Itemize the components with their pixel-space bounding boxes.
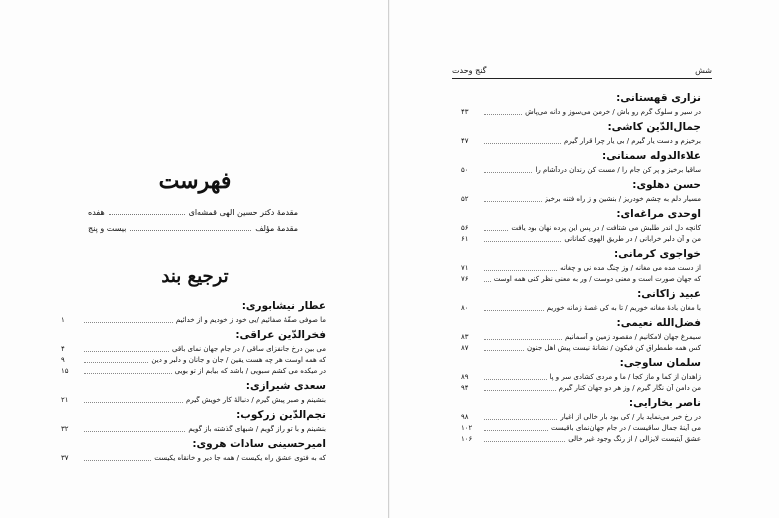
- section-title: ترجیع بند: [161, 266, 229, 287]
- toc-entry: [461, 233, 701, 244]
- leader-dots: [484, 270, 557, 271]
- leader-dots: [84, 373, 172, 374]
- entry-first-line: که به فتوی عشق راه یکیست / همه جا دیر و خانقاه یکیست: [154, 454, 326, 462]
- entry-first-line: من و آن دلبر خرابانی / در طریق الهوی کمانانی: [564, 235, 701, 243]
- toc-entry: [61, 394, 326, 405]
- entry-first-line: عشق آیتیست لایزالی / از رنگ وجود غیر خالی: [568, 435, 701, 443]
- entry-page-number: ۷۱: [461, 264, 469, 272]
- intro-entry-text: مقدمهٔ دکتر حسین الهی قمشه‌ای: [188, 208, 298, 217]
- entry-first-line: که همه اوست هر چه هست یقین / جان و جانان و دلبر و دین: [151, 356, 326, 364]
- poet-name: نجم‌الدّین زرکوب:: [236, 409, 326, 421]
- entry-first-line: زاهدان از کما و ماز کجا / ما و مردی کشادی سر و پا: [549, 373, 701, 381]
- toc-entry: [461, 222, 701, 233]
- entry-first-line: من دامن آن نگار گیرم / وز هر دو جهان کنار گیرم: [558, 384, 701, 392]
- leader-dots: [84, 362, 148, 363]
- poet-name: علاءالدوله سمنانی:: [602, 150, 701, 162]
- entry-page-number: ۵۶: [461, 224, 469, 232]
- entry-first-line: در میکده می کشم سبویی / باشد که بیابم از تو بویی: [174, 367, 326, 375]
- right-page: [390, 0, 779, 518]
- entry-first-line: با مغان بادهٔ مغانه خوریم / تا به کی غصهٔ زمانه خوریم: [546, 304, 701, 312]
- entry-page-number: ۹: [61, 356, 65, 364]
- toc-entry: [461, 382, 701, 393]
- contents-title: فهرست: [158, 168, 232, 194]
- leader-dots: [484, 172, 532, 173]
- toc-entry: [61, 365, 326, 376]
- entry-page-number: ۳۲: [61, 425, 69, 433]
- toc-entry: [461, 342, 701, 353]
- leader-dots: [484, 143, 561, 144]
- intro-entry-text: مقدمهٔ مؤلف: [255, 224, 298, 233]
- toc-entry: [461, 302, 701, 313]
- entry-first-line: در سیر و سلوک گرم رو باش / خرمن می‌سوز و دانه می‌پاش: [525, 108, 701, 116]
- leader-dots: [484, 430, 548, 431]
- entry-page-number: ۲۱: [61, 396, 69, 404]
- poet-name: سعدی شیرازی:: [245, 380, 326, 392]
- toc-entry: [461, 331, 701, 342]
- leader-dots: [484, 379, 547, 380]
- left-page: [0, 0, 389, 518]
- toc-entry: [61, 343, 326, 354]
- leader-dots: [84, 402, 183, 403]
- toc-entry: [461, 262, 701, 273]
- entry-page-number: ۹۴: [461, 384, 469, 392]
- leader-dots: [484, 230, 508, 231]
- poet-list: [461, 88, 701, 444]
- toc-entry: [461, 106, 701, 117]
- leader-dots: [484, 350, 524, 351]
- entry-first-line: بنشینم و صبر پیش گیرم / دنبالهٔ کار خویش گیرم: [186, 396, 326, 404]
- entry-page-number: ۵۲: [461, 195, 469, 203]
- toc-entry: [61, 354, 326, 365]
- toc-entry: [461, 193, 701, 204]
- leader-dots: [484, 419, 557, 420]
- poet-name: حسن دهلوی:: [632, 179, 701, 191]
- entry-first-line: که جهان صورت است و معنی دوست / ور به معنی نظر کنی همه اوست: [493, 275, 701, 283]
- entry-first-line: برخیزم و دست یار گیرم / بی یار چرا قرار گیرم: [564, 137, 701, 145]
- entry-first-line: بنشینم و با تو راز گویم / شبهای گذشته باز گویم: [188, 425, 326, 433]
- entry-page-number: ۸۰: [461, 304, 469, 312]
- running-header: [452, 66, 712, 79]
- leader-dots: [484, 390, 556, 391]
- toc-entry: [461, 433, 701, 444]
- toc-entry: [61, 423, 326, 434]
- leader-dots: [484, 441, 565, 442]
- entry-page-number: ۸۷: [461, 344, 469, 352]
- entry-page-number: ۴: [61, 345, 65, 353]
- entry-page-number: ۷۶: [461, 275, 469, 283]
- leader-dots: [84, 460, 151, 461]
- poet-name: خواجوی کرمانی:: [613, 248, 701, 260]
- toc-entry: [461, 164, 701, 175]
- poet-name: نزاری قهستانی:: [616, 92, 701, 104]
- intro-entry: [88, 208, 298, 217]
- entry-first-line: می آینهٔ جمال ساقیست / در جام جهان‌نمای باقیست: [550, 424, 701, 432]
- toc-entry: [461, 273, 701, 284]
- poet-name: سلمان ساوجی:: [619, 357, 701, 369]
- entry-first-line: کانچه دل اندر طلبش می شتافت / در پس این پرده نهان بود یافت: [511, 224, 701, 232]
- leader-dots: [484, 114, 522, 115]
- leader-dots: [84, 351, 169, 352]
- poet-name: جمال‌الدّین کاشی:: [607, 121, 701, 133]
- leader-dots: [130, 230, 251, 231]
- entry-page-number: ۶۱: [461, 235, 469, 243]
- entry-first-line: ساقیا برخیز و پر کن جام را / مست کن رندان دردآشام را: [535, 166, 701, 174]
- leader-dots: [84, 431, 185, 432]
- leader-dots: [484, 241, 561, 242]
- poet-list: [61, 296, 326, 463]
- toc-entry: [61, 452, 326, 463]
- poet-name: امیرحسینی سادات هروی:: [192, 438, 326, 450]
- entry-page-number: ۱۰۶: [461, 435, 473, 443]
- leader-dots: [484, 310, 544, 311]
- toc-entry: [461, 371, 701, 382]
- poet-name: عبید زاکانی:: [637, 288, 701, 300]
- entry-page-number: ۵۰: [461, 166, 469, 174]
- entry-page-number: ۸۳: [461, 333, 469, 341]
- poet-name: فضل‌الله نعیمی:: [616, 317, 701, 329]
- entry-page-number: ۳۷: [61, 454, 69, 462]
- entry-page-number: ۱۵: [61, 367, 69, 375]
- poet-name: اوحدی مراغه‌ای:: [616, 208, 701, 220]
- entry-first-line: کس همه طمطراق کن فیکون / نشانهٔ نیست پیش اهل جنون: [526, 344, 701, 352]
- entry-page-number: ۹۸: [461, 413, 469, 421]
- header-page-number: شش: [695, 66, 712, 75]
- toc-entry: [461, 422, 701, 433]
- toc-entry: [61, 314, 326, 325]
- entry-page-number: ۴۷: [461, 137, 469, 145]
- entry-page-number: ۸۹: [461, 373, 469, 381]
- intro-entry-page: بیست و پنج: [88, 224, 127, 233]
- entry-first-line: مسیار دلم به چشم خودریز / بنشین و ز راه فتنه برخیز: [544, 195, 701, 203]
- intro-entry-page: هفده: [88, 208, 105, 217]
- leader-dots: [109, 214, 185, 215]
- leader-dots: [84, 322, 173, 323]
- entry-first-line: می بین درخ جانفزای ساقی / در جام جهان نمای باقی: [172, 345, 326, 353]
- poet-name: ناصر بخارایی:: [628, 397, 701, 409]
- toc-entry: [461, 411, 701, 422]
- entry-first-line: ما صوفی صفّهٔ صفائیم /بی خود ز خودیم و از خدائیم: [175, 316, 326, 324]
- entry-page-number: ۱: [61, 316, 65, 324]
- poet-name: فخرالدّین عراقی:: [235, 329, 326, 341]
- poet-name: عطار نیشابوری:: [241, 300, 326, 312]
- leader-dots: [484, 201, 542, 202]
- leader-dots: [484, 281, 491, 282]
- toc-entry: [461, 135, 701, 146]
- intro-entry: [88, 224, 298, 233]
- entry-page-number: ۴۳: [461, 108, 469, 116]
- header-book-title: گنج وحدت: [452, 66, 487, 75]
- entry-first-line: سیمرغ جهان لامکانیم / مقصود زمین و آسمانیم: [564, 333, 701, 341]
- entry-first-line: در رخ خبر می‌نماید یار / کی بود بار خالی از اغیار: [560, 413, 701, 421]
- entry-first-line: از دست مده می مغانه / وز چنگ مده نی و چغانه: [560, 264, 701, 272]
- leader-dots: [484, 339, 562, 340]
- entry-page-number: ۱۰۲: [461, 424, 473, 432]
